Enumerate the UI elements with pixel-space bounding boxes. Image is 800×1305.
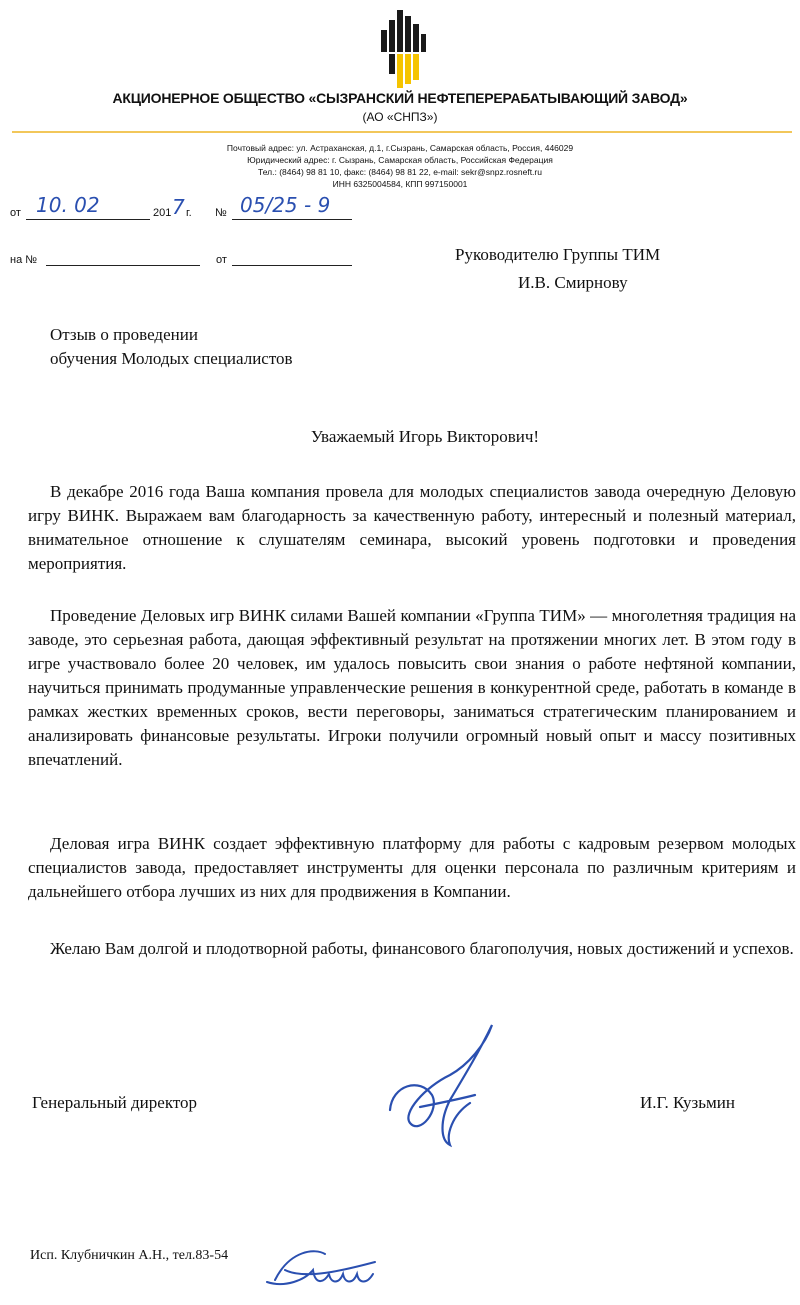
incoming-number-line: [46, 265, 200, 266]
body-paragraph-3: Деловая игра ВИНК создает эффективную платформу для работы с кадровым резервом молодых специалистов завода, предоставляет инструменты для оценки персонала по различным критериям и дальнейшего отбора лучших из них для продвижения в Компании.: [28, 834, 796, 901]
company-name: АКЦИОНЕРНОЕ ОБЩЕСТВО «СЫЗРАНСКИЙ НЕФТЕПЕРЕРАБАТЫВАЮЩИЙ ЗАВОД»: [112, 90, 688, 106]
salutation: Уважаемый Игорь Викторович!: [310, 427, 540, 446]
signer-position: Генеральный директор: [32, 1093, 198, 1112]
postal-address: Почтовый адрес: ул. Астраханская, д.1, г.Сызрань, Самарская область, Россия, 446029: [226, 143, 574, 153]
year-suffix: г.: [186, 207, 192, 219]
inn-kpp-line: ИНН 6325004584, КПП 997150001: [332, 179, 468, 189]
rosneft-logo: [378, 8, 428, 90]
number-label: №: [215, 207, 227, 219]
incoming-number-label: на №: [10, 254, 38, 266]
year-printed: 201: [153, 207, 172, 219]
executor-signature: [255, 1240, 390, 1298]
subject-line-2: обучения Молодых специалистов: [50, 349, 293, 368]
number-line: [232, 219, 352, 220]
recipient-title: Руководителю Группы ТИМ: [455, 245, 661, 264]
header-divider: [12, 131, 792, 133]
body-paragraph-4: Желаю Вам долгой и плодотворной работы, финансового благополучия, новых достижений и успехов.: [50, 939, 794, 958]
executor-line: Исп. Клубничкин А.Н., тел.83-54: [30, 1248, 229, 1263]
body-paragraph-2: Проведение Деловых игр ВИНК силами Вашей компании «Группа ТИМ» — многолетняя традиция на заводе, это серьезная работа, дающая эффективный результат на протяжении многих лет. В этом году в игре участвовало более 20 человек, им удалось повысить свои знания о работе нефтяной компании, научиться принимать продуманные управленческие решения в конкурентной среде, работать в команде в рамках жестких временных сроков, вести переговоры, заниматься стратегическим планированием и анализировать финансовые результаты. Игроки получили огромный новый опыт и массу позитивных впечатлений.: [28, 606, 796, 769]
incoming-date-line: [232, 265, 352, 266]
legal-address: Юридический адрес: г. Сызрань, Самарская область, Российская Федерация: [247, 155, 553, 165]
signer-name: И.Г. Кузьмин: [640, 1093, 735, 1112]
body-paragraph-1: В декабре 2016 года Ваша компания провела для молодых специалистов завода очередную Деловую игру ВИНК. Выражаем вам благодарность за качественную работу, интересный и полезный материал, внимательное отношение к слушателям семинара, высокий уровень подготовки и проведения мероприятия.: [28, 482, 796, 573]
date-line: [26, 219, 150, 220]
recipient-name: И.В. Смирнову: [518, 273, 628, 292]
director-signature: [380, 1015, 510, 1155]
handwritten-date: 10. 02: [36, 193, 100, 217]
contacts-line: Тел.: (8464) 98 81 10, факс: (8464) 98 81 22, e-mail: sekr@snpz.rosneft.ru: [258, 167, 542, 177]
handwritten-year: 7: [172, 195, 185, 219]
date-from-label: от: [10, 207, 21, 219]
subject-line-1: Отзыв о проведении: [50, 325, 198, 344]
handwritten-number: 05/25 - 9: [240, 193, 331, 217]
incoming-date-label: от: [216, 254, 227, 266]
company-short-name: (АО «СНПЗ»): [362, 110, 438, 124]
